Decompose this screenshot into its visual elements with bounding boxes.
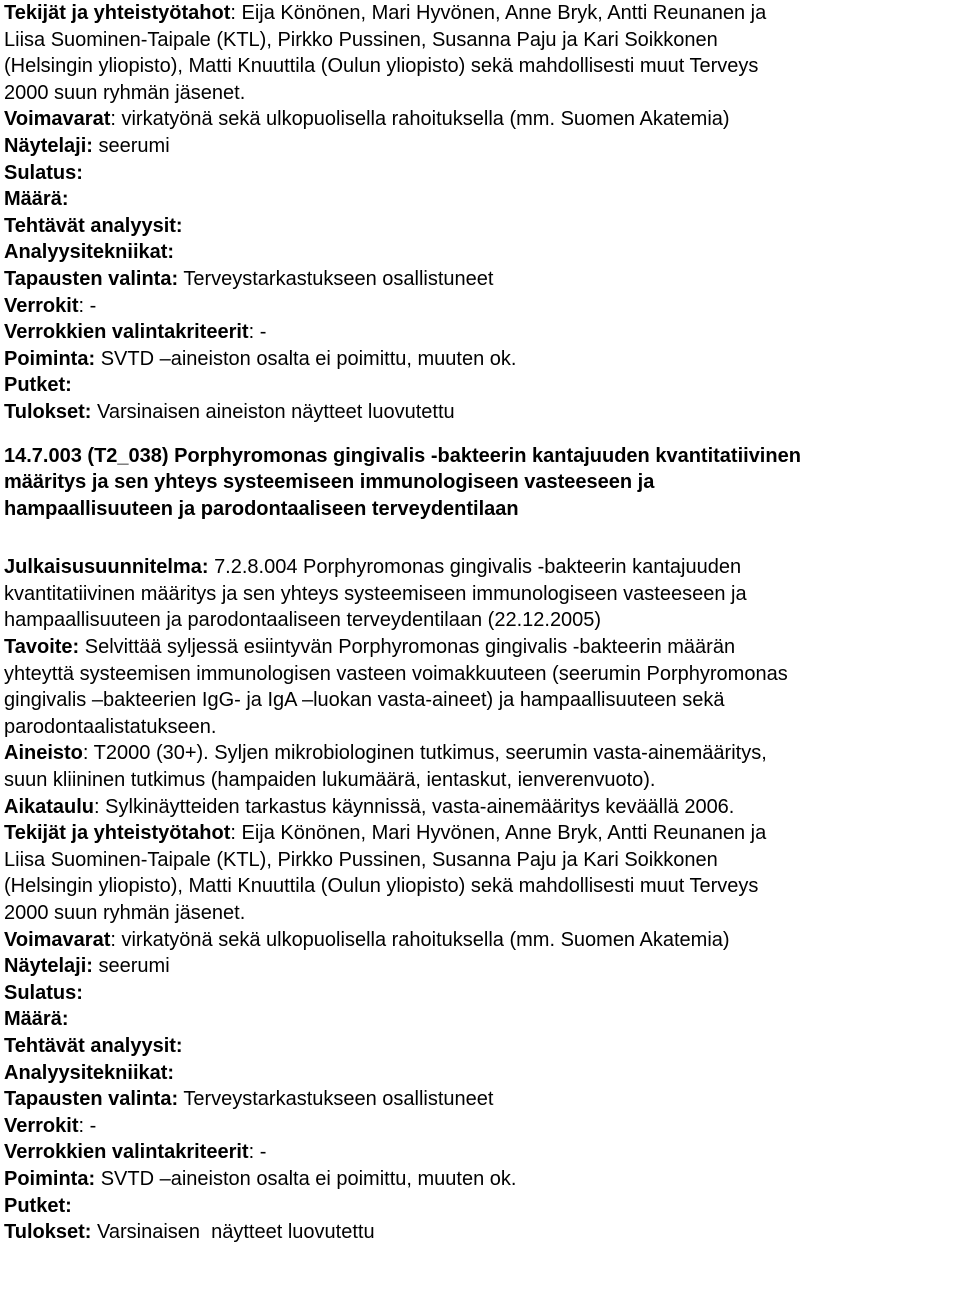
- document-line: [4, 820, 952, 847]
- field-value: virkatyönä sekä ulkopuolisella rahoituksella (mm. Suomen Akatemia): [121, 108, 730, 131]
- field-value: -: [259, 321, 267, 344]
- heading-line: hampaallisuuteen ja parodontaaliseen terveydentilaan: [4, 497, 519, 520]
- field-value: SVTD –aineiston osalta ei poimittu, muuten ok.: [100, 1167, 517, 1190]
- document-line: [4, 1060, 952, 1087]
- document-line: [4, 1033, 952, 1060]
- document-line: [4, 927, 952, 954]
- field-label: Näytelaji:: [4, 134, 93, 157]
- document-line: [4, 794, 952, 821]
- field-value: -: [259, 1141, 267, 1164]
- field-separator: :: [78, 1114, 90, 1137]
- document-line: [4, 607, 952, 634]
- field-value: suun kliininen tutkimus (hampaiden lukumäärä, ientaskut, ienverenvuoto).: [4, 769, 656, 792]
- field-value: hampaallisuuteen ja parodontaaliseen terveydentilaan (22.12.2005): [4, 609, 602, 632]
- document-line: [4, 980, 952, 1007]
- field-value: yhteyttä systeemisen immunologisen vasteen voimakkuuteen (seerumin Porphyromonas: [4, 662, 788, 685]
- field-value: 2000 suun ryhmän jäsenet.: [4, 902, 246, 924]
- document-line: [4, 399, 952, 426]
- document-line: [4, 1139, 952, 1166]
- document-line: [4, 634, 952, 661]
- heading-line: määritys ja sen yhteys systeemiseen immunologiseen vasteeseen ja: [4, 471, 655, 494]
- field-label: Putket:: [4, 1194, 72, 1217]
- document-line: [4, 293, 952, 320]
- field-value: virkatyönä sekä ulkopuolisella rahoituksella (mm. Suomen Akatemia): [121, 928, 730, 951]
- field-label: Tulokset:: [4, 1221, 92, 1244]
- field-label: Tekijät ja yhteistyötahot: [4, 822, 231, 845]
- top-section: [4, 0, 952, 426]
- field-separator: :: [110, 108, 122, 131]
- field-separator: :: [82, 742, 94, 765]
- field-value: Selvittää syljessä esiintyvän Porphyromonas gingivalis -bakteerin määrän: [84, 636, 736, 659]
- document-line: [4, 1113, 952, 1140]
- document-line: [4, 554, 952, 581]
- document-line: [4, 1219, 952, 1246]
- field-value: T2000 (30+). Syljen mikrobiologinen tutkimus, seerumin vasta-ainemääritys,: [93, 742, 767, 765]
- field-label: Verrokit: [4, 1114, 79, 1137]
- field-value: Varsinaisen aineiston näytteet luovutettu: [96, 400, 455, 423]
- field-label: Määrä:: [4, 1008, 69, 1031]
- document-line: [4, 873, 952, 900]
- field-value: seerumi: [98, 955, 170, 978]
- field-separator: :: [94, 795, 106, 818]
- field-value: Terveystarkastukseen osallistuneet: [183, 1088, 494, 1111]
- document-line: [4, 319, 952, 346]
- document-line: [4, 1006, 952, 1033]
- field-value: 7.2.8.004 Porphyromonas gingivalis -bakteerin kantajuuden: [214, 556, 742, 579]
- field-label: Poiminta:: [4, 347, 96, 370]
- document-line: [4, 900, 952, 927]
- field-value: kvantitatiivinen määritys ja sen yhteys systeemiseen immunologiseen vasteeseen ja: [4, 582, 747, 605]
- document-line: [4, 346, 952, 373]
- field-separator: :: [248, 321, 260, 344]
- document-line: [4, 953, 952, 980]
- document-line: [4, 266, 952, 293]
- document-line: [4, 1193, 952, 1220]
- field-value: Terveystarkastukseen osallistuneet: [183, 267, 494, 290]
- field-label: Tulokset:: [4, 400, 92, 423]
- field-value: seerumi: [98, 134, 170, 157]
- field-separator: :: [248, 1141, 260, 1164]
- field-value: Eija Könönen, Mari Hyvönen, Anne Bryk, Antti Reunanen ja: [241, 2, 767, 24]
- document-line: [4, 80, 952, 107]
- field-label: Voimavarat: [4, 108, 111, 131]
- section-heading: [4, 443, 952, 523]
- document-line: [4, 687, 952, 714]
- field-label: Sulatus:: [4, 161, 83, 184]
- field-separator: :: [110, 928, 122, 951]
- field-label: Näytelaji:: [4, 955, 93, 978]
- document-line: [4, 186, 952, 213]
- field-label: Tehtävät analyysit:: [4, 1034, 183, 1057]
- field-label: Verrokit: [4, 294, 79, 317]
- document-line: [4, 160, 952, 187]
- field-label: Sulatus:: [4, 981, 83, 1004]
- field-label: Putket:: [4, 374, 72, 397]
- field-label: Julkaisusuunnitelma:: [4, 556, 209, 579]
- field-separator: :: [230, 822, 242, 845]
- field-value: -: [89, 1114, 97, 1137]
- field-label: Poiminta:: [4, 1167, 96, 1190]
- field-label: Voimavarat: [4, 928, 111, 951]
- document-line: [4, 27, 952, 54]
- field-label: Aineisto: [4, 742, 83, 765]
- field-label: Tekijät ja yhteistyötahot: [4, 2, 231, 24]
- field-value: gingivalis –bakteerien IgG- ja IgA –luokan vasta-aineet) ja hampaallisuuteen sekä: [4, 689, 725, 712]
- document-line: [4, 239, 952, 266]
- document-line: [4, 1166, 952, 1193]
- document-page: [4, 0, 952, 1246]
- field-value: parodontaalistatukseen.: [4, 715, 217, 738]
- field-label: Verrokkien valintakriteerit: [4, 1141, 249, 1164]
- document-line: [4, 714, 952, 741]
- document-line: [4, 1086, 952, 1113]
- document-line: [4, 767, 952, 794]
- field-value: 2000 suun ryhmän jäsenet.: [4, 81, 246, 104]
- document-line: [4, 581, 952, 608]
- field-label: Tapausten valinta:: [4, 267, 179, 290]
- heading-line: 14.7.003 (T2_038) Porphyromonas gingivalis -bakteerin kantajuuden kvantitatiivinen: [4, 444, 801, 467]
- document-line: [4, 372, 952, 399]
- bottom-section: [4, 554, 952, 1245]
- field-label: Tapausten valinta:: [4, 1088, 179, 1111]
- field-label: Analyysitekniikat:: [4, 1061, 175, 1084]
- field-separator: :: [78, 294, 90, 317]
- document-line: [4, 740, 952, 767]
- spacer: [4, 522, 952, 554]
- document-line: [4, 106, 952, 133]
- field-value: Eija Könönen, Mari Hyvönen, Anne Bryk, Antti Reunanen ja: [241, 822, 767, 845]
- field-label: Verrokkien valintakriteerit: [4, 321, 249, 344]
- document-line: [4, 53, 952, 80]
- field-label: Määrä:: [4, 188, 69, 211]
- field-separator: :: [230, 2, 242, 24]
- field-value: (Helsingin yliopisto), Matti Knuuttila (Oulun yliopisto) sekä mahdollisesti muut Terveys: [4, 55, 759, 78]
- field-label: Tehtävät analyysit:: [4, 214, 183, 237]
- field-label: Analyysitekniikat:: [4, 241, 175, 264]
- field-value: -: [89, 294, 97, 317]
- field-value: Liisa Suominen-Taipale (KTL), Pirkko Pussinen, Susanna Paju ja Kari Soikkonen: [4, 28, 718, 51]
- document-line: [4, 661, 952, 688]
- document-line: [4, 847, 952, 874]
- spacer: [4, 426, 952, 443]
- document-line: [4, 133, 952, 160]
- field-value: Liisa Suominen-Taipale (KTL), Pirkko Pussinen, Susanna Paju ja Kari Soikkonen: [4, 848, 718, 871]
- field-value: Sylkinäytteiden tarkastus käynnissä, vasta-ainemääritys keväällä 2006.: [105, 795, 735, 818]
- field-value: (Helsingin yliopisto), Matti Knuuttila (Oulun yliopisto) sekä mahdollisesti muut Terveys: [4, 875, 759, 898]
- document-line: [4, 213, 952, 240]
- field-value: Varsinaisen näytteet luovutettu: [96, 1221, 375, 1244]
- field-value: SVTD –aineiston osalta ei poimittu, muuten ok.: [100, 347, 517, 370]
- document-line: [4, 0, 952, 27]
- field-label: Aikataulu: [4, 795, 95, 818]
- field-label: Tavoite:: [4, 636, 80, 659]
